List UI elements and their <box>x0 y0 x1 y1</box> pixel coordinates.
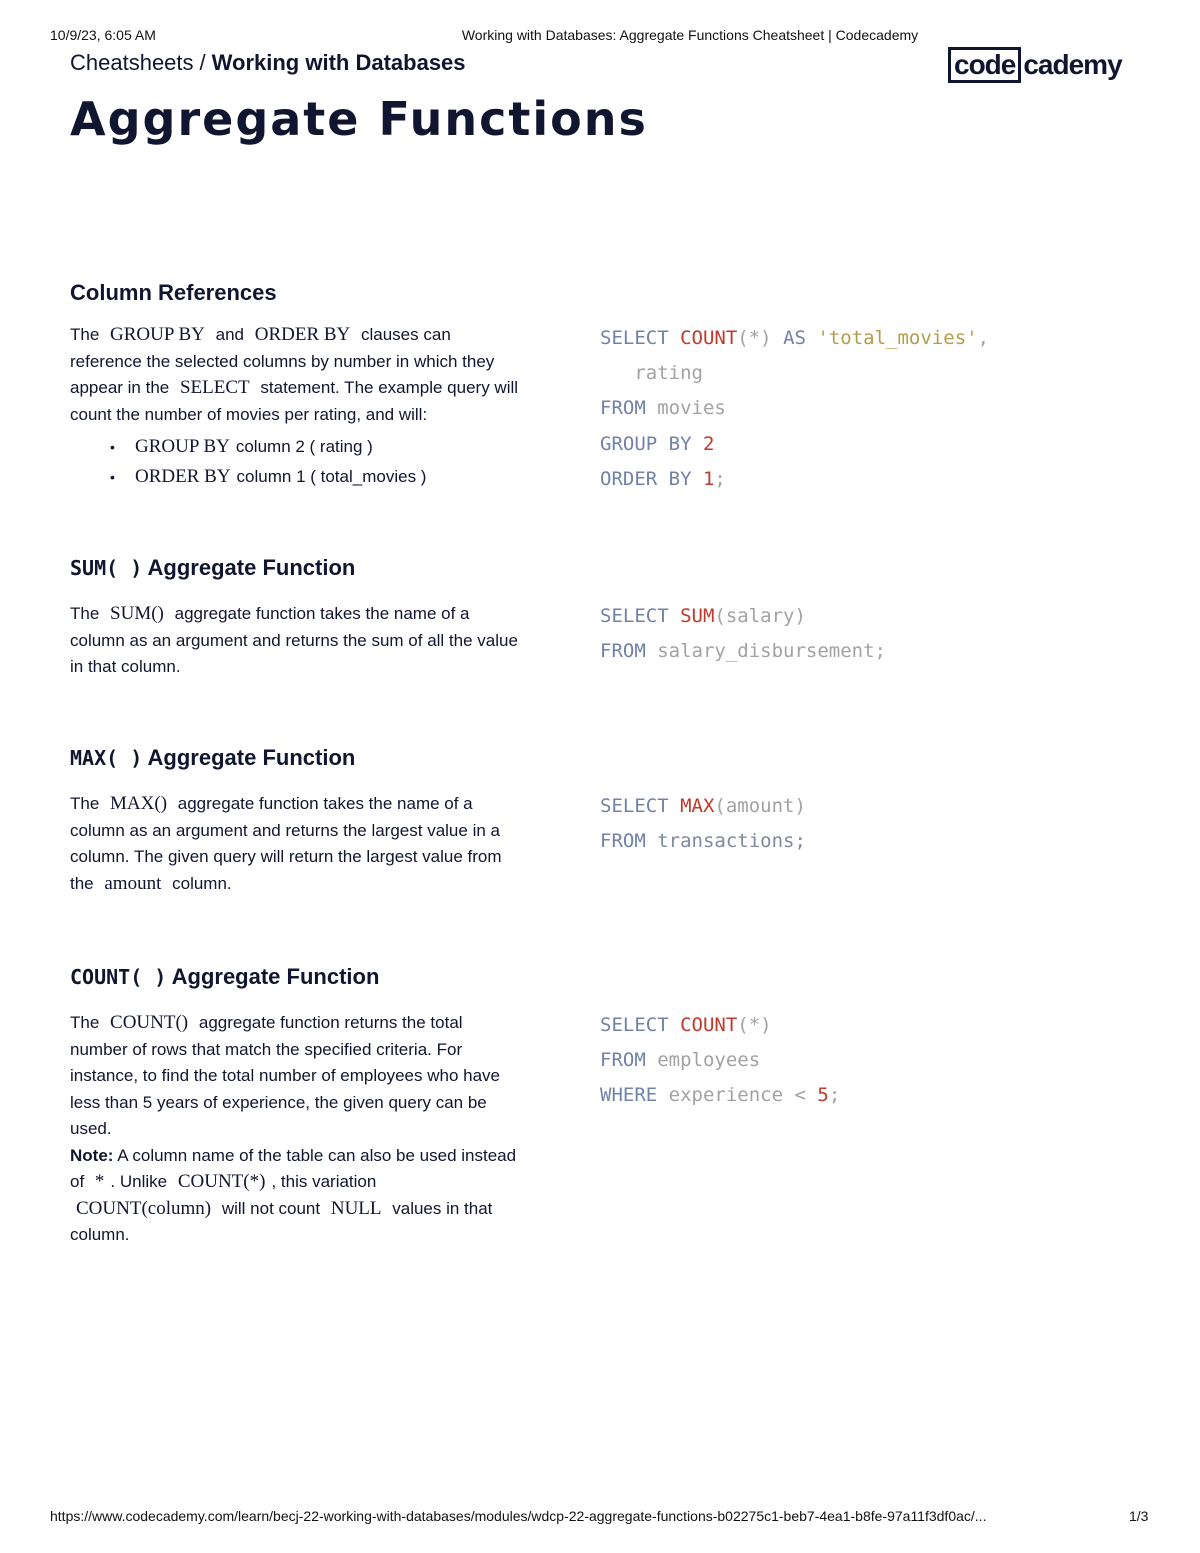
section-sum <box>70 555 1130 676</box>
code-block: SELECT COUNT(*) FROM employees WHERE experience < 5; <box>600 1014 841 1107</box>
inline-code: ORDER BY <box>254 324 351 345</box>
section-description: The SUM() aggregate function takes the name of a column as an argument and returns the sum of all the value in that column. <box>70 603 518 676</box>
print-page-number: 1/3 <box>1129 1508 1149 1524</box>
code-block: SELECT SUM(salary) FROM salary_disbursement; <box>600 605 886 663</box>
print-header <box>0 27 1200 47</box>
note-label: Note: <box>70 1145 114 1165</box>
bullet-list <box>70 432 520 492</box>
inline-code: MAX() <box>110 793 168 814</box>
inline-code: COUNT(*) <box>177 1171 266 1192</box>
inline-code: SUM() <box>110 603 164 624</box>
section-title: COUNT( ) Aggregate Function <box>70 964 380 989</box>
inline-code: GROUP BY <box>110 324 205 345</box>
logo-cademy-text: cademy <box>1023 49 1122 80</box>
page-title: Aggregate Functions <box>70 92 648 146</box>
section-description: The GROUP BY and ORDER BY clauses can reference the selected columns by number in which they appear in the SELECT statement. The example query will count the number of movies per rating, and will: • GROUP BY column 2 ( rating ) • ORDER BY column 1 ( total_movies ) <box>70 322 520 492</box>
print-page-title: Working with Databases: Aggregate Functions Cheatsheet | Codecademy <box>461 27 919 43</box>
breadcrumb-separator: / <box>199 50 206 75</box>
inline-code: NULL <box>330 1197 382 1219</box>
section-max <box>70 745 1130 894</box>
breadcrumb-root-link[interactable]: Cheatsheets <box>70 50 194 75</box>
inline-code: COUNT(column) <box>76 1197 212 1219</box>
logo-code-box: code <box>948 47 1021 83</box>
print-date: 10/9/23, 6:05 AM <box>50 27 156 43</box>
inline-code: SELECT <box>179 377 250 398</box>
code-block: SELECT MAX(amount) FROM transactions; <box>600 795 806 853</box>
codecademy-logo[interactable] <box>948 46 1122 84</box>
list-item: • ORDER BY column 1 ( total_movies ) <box>135 462 520 492</box>
inline-code: COUNT() <box>110 1012 189 1033</box>
breadcrumb-current-link[interactable]: Working with Databases <box>211 50 466 75</box>
section-count <box>70 964 1130 1244</box>
section-title: Column References <box>70 280 277 305</box>
section-title: SUM( ) Aggregate Function <box>70 555 356 580</box>
section-title: MAX( ) Aggregate Function <box>70 745 356 770</box>
code-block: SELECT COUNT(*) AS 'total_movies', rating FROM movies GROUP BY 2 ORDER BY 1; <box>600 327 990 490</box>
section-description: The MAX() aggregate function takes the name of a column as an argument and returns the largest value in a column. The given query will return the largest value from the amount column. <box>70 793 502 894</box>
inline-code: * <box>94 1171 105 1192</box>
list-item: • GROUP BY column 2 ( rating ) <box>135 432 520 462</box>
print-url: https://www.codecademy.com/learn/becj-22-working-with-databases/modules/wdcp-22-aggregate-functions-b02275c1-beb7-4ea1-b8fe-97a11f3df0ac/... <box>50 1508 987 1524</box>
section-description: The COUNT() aggregate function returns the total number of rows that match the specified criteria. For instance, to find the total number of employees who have less than 5 years of experience, the given query can be used. Note: A column name of the table can also be used instead of * . Unlike COUNT(*) , this variation COUNT(column) will not count NULL values in that column. <box>70 1012 517 1244</box>
breadcrumb <box>70 50 466 76</box>
inline-code: amount <box>104 872 162 894</box>
section-column-references <box>70 280 1130 490</box>
